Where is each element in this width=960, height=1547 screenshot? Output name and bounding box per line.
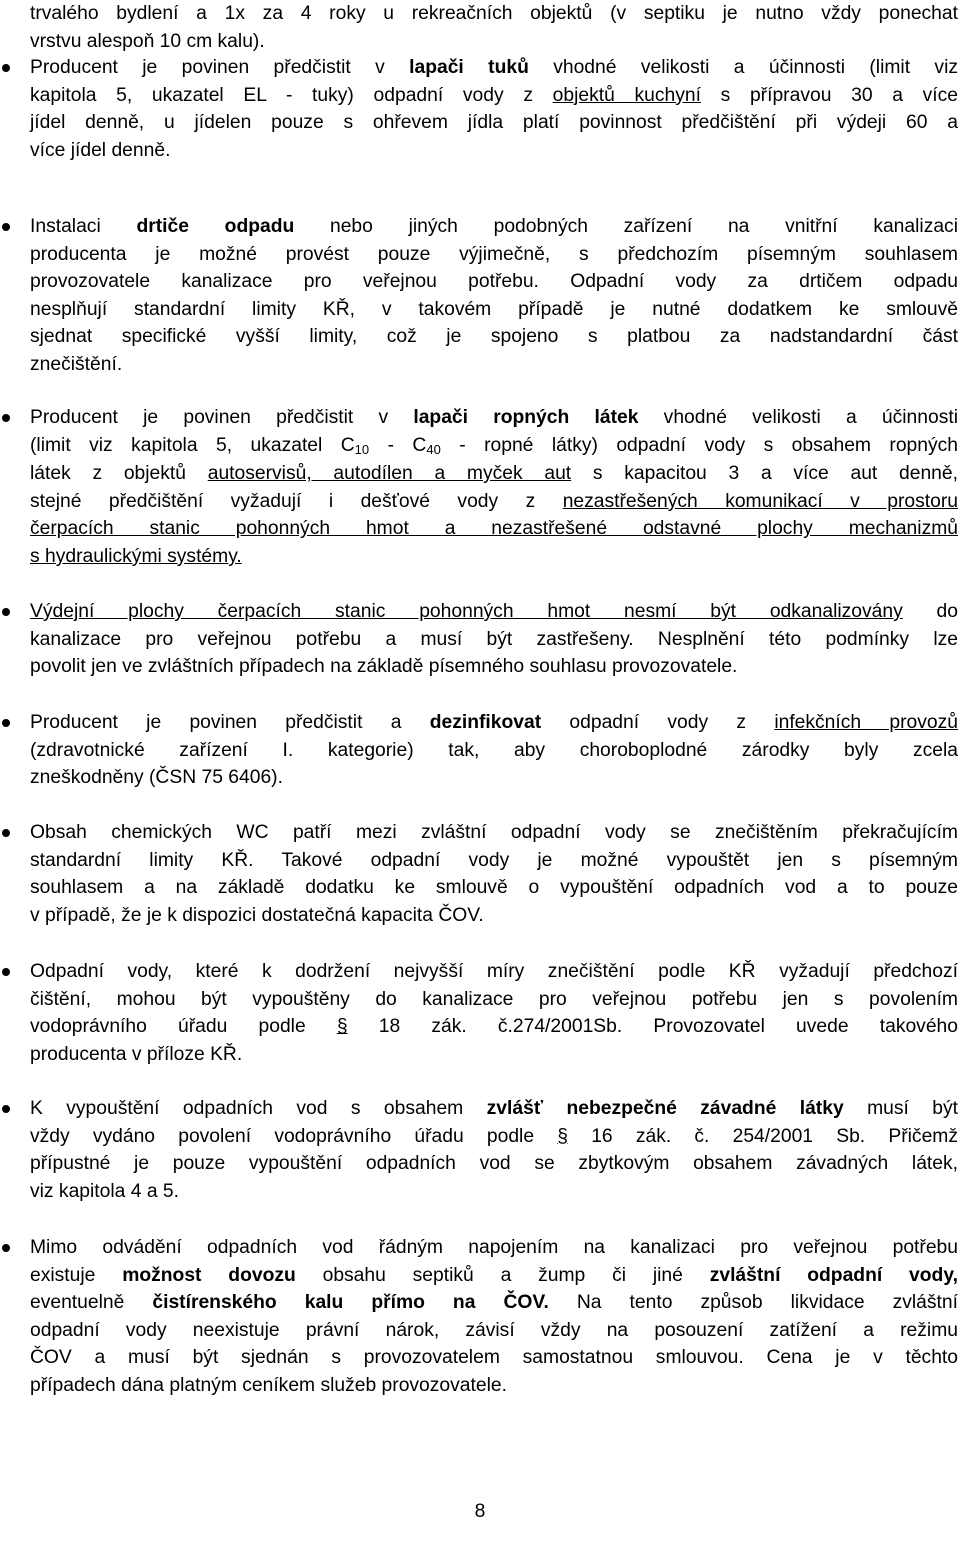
subscript-text: 10 — [354, 441, 370, 457]
list-item-fuel-station — [30, 598, 958, 681]
bullet-icon — [2, 223, 10, 231]
text-line — [30, 1234, 958, 1262]
underlined-text: nezastřešených komunikací v prostoru — [562, 490, 958, 512]
text-segment: přípustné je pouze vypouštění odpadních vod se zbytkovým obsahem závadných látek, — [30, 1153, 958, 1175]
text-line — [30, 432, 958, 461]
bullet-icon — [2, 608, 10, 616]
text-segment: eventuelně — [30, 1292, 153, 1314]
text-segment: zneškodněny (ČSN 75 6406). — [30, 767, 283, 789]
text-line — [30, 241, 958, 269]
bullet-icon — [2, 414, 10, 422]
text-line — [30, 1178, 958, 1206]
text-segment: látek z objektů — [30, 463, 208, 485]
text-line — [30, 847, 958, 875]
bold-text: dezinfikovat — [429, 712, 542, 733]
text-segment: Mimo odvádění odpadních vod řádným napojením na kanalizaci pro veřejnou potřebu — [30, 1237, 958, 1258]
underlined-text: čerpacích stanic pohonných hmot a nezastřešené odstavné plochy mechanizmů — [30, 518, 958, 540]
text-line — [30, 1041, 958, 1069]
text-line — [30, 351, 958, 379]
text-line — [30, 0, 958, 28]
intro-paragraph — [30, 0, 958, 55]
bold-text: lapači tuků — [409, 57, 529, 78]
text-segment: vrstvu alespoň 10 cm kalu). — [30, 30, 265, 52]
text-segment: nesplňují standardní limity KŘ, v takovém případě je nutné dodatkem ke smlouvě — [30, 298, 958, 320]
list-item-grease-trap — [30, 54, 958, 164]
text-segment: do — [902, 601, 958, 622]
text-segment: 16 zák. č. 254/2001 Sb. Přičemž — [568, 1125, 958, 1147]
list-item-delivery-option — [30, 1234, 958, 1400]
text-segment: s přípravou 30 a více — [700, 84, 958, 106]
text-line — [30, 323, 958, 351]
text-segment: Producent je povinen předčistit v — [30, 407, 414, 428]
text-segment: standardní limity KŘ. Takové odpadní vody je možné vypouštět jen s písemným — [30, 849, 958, 871]
text-line — [30, 598, 958, 626]
bold-text: lapači ropných látek — [413, 407, 639, 428]
text-line — [30, 515, 958, 543]
text-segment: nebo jiných podobných zařízení na vnitřní kanalizaci — [294, 216, 958, 237]
underlined-text: s hydraulickými systémy. — [30, 545, 242, 567]
text-line — [30, 819, 958, 847]
text-line — [30, 543, 958, 571]
list-item-waste-grinder — [30, 213, 958, 379]
bullet-icon — [2, 64, 10, 72]
text-line — [30, 764, 958, 792]
underlined-text: § — [557, 1125, 568, 1147]
text-line — [30, 1150, 958, 1178]
text-segment: 18 zák. č.274/2001Sb. Provozovatel uvede takového — [347, 1016, 958, 1038]
text-line — [30, 213, 958, 241]
text-line — [30, 28, 958, 56]
text-segment: Producent je povinen předčistit v — [30, 57, 410, 78]
text-segment: provozovatele kanalizace pro veřejnou potřebu. Odpadní vody za drtičem odpadu — [30, 271, 958, 293]
list-item-disinfection — [30, 709, 958, 792]
text-segment: obsahu septiků a žump či jiné — [295, 1264, 710, 1286]
text-line — [30, 1372, 958, 1400]
text-segment: v případě, že je k dispozici dostatečná kapacita ČOV. — [30, 904, 484, 926]
text-segment: povolit jen ve zvláštních případech na základě písemného souhlasu provozovatele. — [30, 656, 738, 678]
page-number: 8 — [474, 1501, 486, 1522]
text-segment: ČOV a musí být sjednán s provozovatelem samostatnou smlouvou. Cena je v těchto — [30, 1347, 958, 1369]
text-segment: Odpadní vody, které k dodržení nejvyšší míry znečištění podle KŘ vyžadují předchozí — [30, 961, 958, 982]
text-segment: Na tento způsob likvidace zvláštní — [548, 1292, 958, 1314]
bullet-icon — [2, 968, 10, 976]
text-segment: vždy vydáno povolení vodoprávního úřadu podle — [30, 1125, 558, 1147]
text-line — [30, 404, 958, 432]
text-line — [30, 1344, 958, 1372]
text-segment: stejné předčištění vyžadují i dešťové vody z — [30, 490, 563, 512]
text-segment: více jídel denně. — [30, 139, 171, 161]
bold-text: možnost dovozu — [122, 1264, 296, 1286]
text-segment: čištění, mohou být vypouštěny do kanalizace pro veřejnou potřebu jen s povolením — [30, 988, 958, 1010]
text-line — [30, 986, 958, 1014]
text-line — [30, 268, 958, 296]
text-segment: vhodné velikosti a účinnosti (limit viz — [528, 57, 958, 78]
text-line — [30, 709, 958, 737]
bold-text: čistírenského kalu přímo na ČOV. — [152, 1292, 549, 1314]
text-line — [30, 488, 958, 516]
underlined-text: objektů kuchyní — [552, 84, 701, 106]
text-line — [30, 1289, 958, 1317]
text-segment: (zdravotnické zařízení I. kategorie) tak, aby choroboplodné zárodky byly zcela — [30, 739, 958, 761]
bold-text: zvláštní odpadní vody, — [709, 1264, 958, 1286]
text-segment: případech dána platným ceníkem služeb provozovatele. — [30, 1374, 507, 1396]
underlined-text: § — [336, 1016, 348, 1038]
text-segment: sjednat specifické vyšší limity, což je spojeno s platbou za nadstandardní část — [30, 326, 958, 348]
text-segment: souhlasem a na základě dodatku ke smlouvě o vypouštění odpadních vod a to pouze — [30, 877, 958, 899]
text-segment: musí být — [843, 1098, 958, 1119]
text-line — [30, 626, 958, 654]
text-segment: odpadní vody z — [541, 712, 775, 733]
bullet-icon — [2, 719, 10, 727]
bullet-icon — [2, 829, 10, 837]
text-line — [30, 874, 958, 902]
bold-text: drtiče odpadu — [136, 216, 295, 237]
subscript-text: 40 — [426, 441, 441, 457]
text-segment: existuje — [30, 1264, 123, 1286]
underlined-text: autoservisů, autodílen a myček aut — [207, 463, 572, 485]
text-segment: producenta je možné provést pouze výjimečně, s předchozím písemným souhlasem — [30, 243, 958, 265]
text-segment: Obsah chemických WC patří mezi zvláštní odpadní vody se znečištěním překračujícím — [30, 822, 958, 843]
text-line — [30, 1317, 958, 1345]
text-line — [30, 902, 958, 930]
text-segment: Instalaci — [30, 216, 137, 237]
text-segment: (limit viz kapitola 5, ukazatel C — [30, 434, 355, 456]
text-line — [30, 958, 958, 986]
text-line — [30, 460, 958, 488]
underlined-text: Výdejní plochy čerpacích stanic pohonných hmot nesmí být odkanalizovány — [30, 601, 903, 622]
list-item-hazardous-substances — [30, 1095, 958, 1205]
text-segment: Producent je povinen předčistit a — [30, 712, 430, 733]
text-line — [30, 1095, 958, 1123]
text-segment: - C — [369, 434, 427, 456]
list-item-oil-trap — [30, 404, 958, 571]
text-line — [30, 1013, 958, 1041]
text-segment: kapitola 5, ukazatel EL - tuky) odpadní vody z — [30, 84, 553, 106]
underlined-text: infekčních provozů — [774, 712, 958, 733]
text-segment: znečištění. — [30, 353, 123, 375]
text-segment: - ropné látky) odpadní vody s obsahem ropných — [440, 434, 958, 456]
text-line — [30, 1123, 958, 1151]
text-segment: odpadní vody neexistuje právní nárok, závisí vždy na posouzení zatížení a režimu — [30, 1319, 958, 1341]
text-segment: vhodné velikosti a účinnosti — [638, 407, 958, 428]
text-segment: vodoprávního úřadu podle — [30, 1016, 337, 1038]
list-item-pretreatment-permit — [30, 958, 958, 1068]
bold-text: zvlášť nebezpečné závadné látky — [486, 1098, 844, 1119]
text-line — [30, 109, 958, 137]
text-line — [30, 1262, 958, 1290]
text-segment: viz kapitola 4 a 5. — [30, 1180, 179, 1202]
text-line — [30, 82, 958, 110]
bullet-icon — [2, 1105, 10, 1113]
text-line — [30, 296, 958, 324]
bullet-icon — [2, 1244, 10, 1252]
text-line — [30, 737, 958, 765]
list-item-chemical-wc — [30, 819, 958, 929]
text-line — [30, 653, 958, 681]
text-segment: producenta v příloze KŘ. — [30, 1043, 243, 1065]
text-segment: jídel denně, u jídelen pouze s ohřevem jídla platí povinnost předčištění při výdeji 60 a — [30, 112, 958, 134]
text-segment: kanalizace pro veřejnou potřebu a musí být zastřešeny. Nesplnění této podmínky lze — [30, 628, 958, 650]
text-segment: s kapacitou 3 a více aut denně, — [571, 463, 958, 485]
text-segment: trvalého bydlení a 1x za 4 roky u rekreačních objektů (v septiku je nutno vždy ponechat — [30, 3, 958, 24]
text-line — [30, 54, 958, 82]
text-segment: K vypouštění odpadních vod s obsahem — [30, 1098, 487, 1119]
text-line — [30, 137, 958, 165]
